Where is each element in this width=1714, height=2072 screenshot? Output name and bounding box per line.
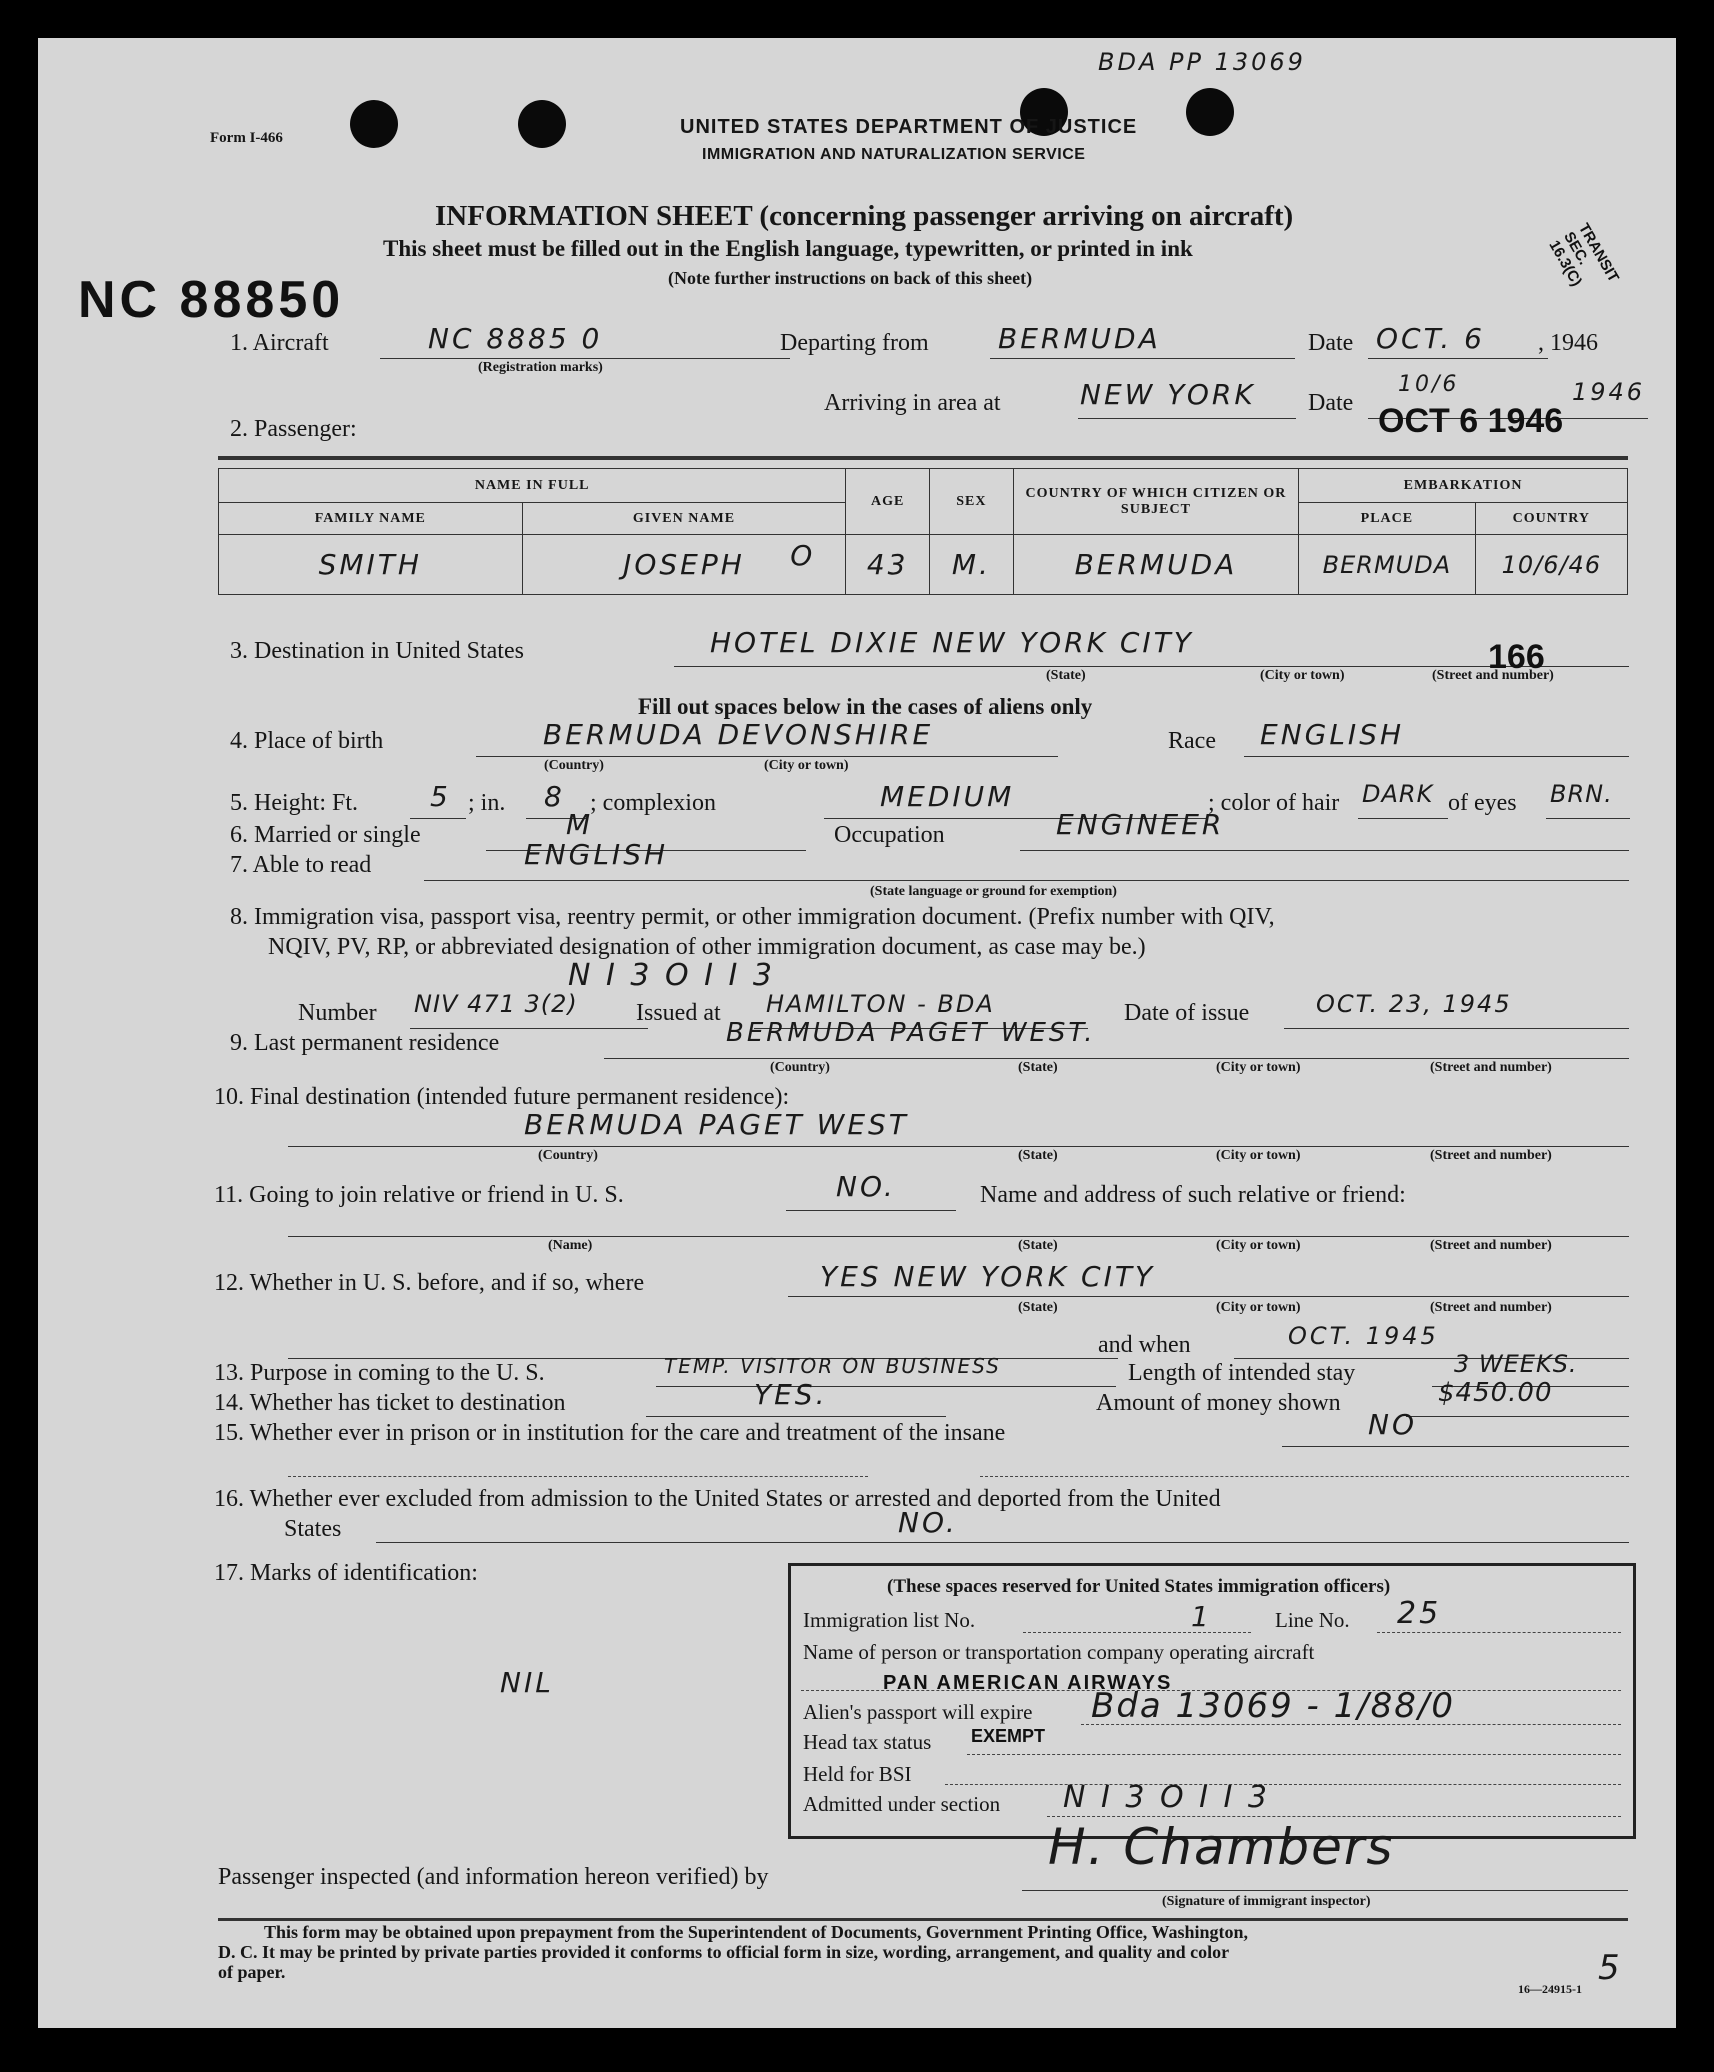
citizenship-cell: BERMUDA: [1013, 535, 1298, 595]
read-caption: (State language or ground for exemption): [870, 884, 1117, 899]
passenger-label: 2. Passenger:: [230, 416, 357, 442]
hair-color-label: ; color of hair: [1208, 790, 1340, 816]
family-name-header: FAMILY NAME: [219, 503, 523, 535]
complexion-label: ; complexion: [590, 790, 716, 816]
final-destination-value: BERMUDA PAGET WEST: [524, 1108, 909, 1141]
inspected-label: Passenger inspected (and information hereon verified) by: [218, 1864, 769, 1890]
destination-street-caption: (Street and number): [1432, 668, 1554, 683]
previous-visit-city-caption: (City or town): [1216, 1300, 1301, 1315]
ticket-value: YES.: [754, 1378, 828, 1411]
departure-date-value: OCT. 6: [1376, 322, 1485, 355]
footer-code: 16—24915-1: [1518, 1982, 1582, 1996]
form-number: Form I-466: [210, 130, 283, 146]
height-feet-value: 5: [430, 780, 451, 813]
age-header: AGE: [846, 469, 930, 535]
aircraft-value: NC 8885 0: [428, 322, 603, 355]
inches-label: ; in.: [468, 790, 506, 816]
previous-visit-label: 12. Whether in U. S. before, and if so, where: [214, 1270, 645, 1296]
relative-city-caption: (City or town): [1216, 1238, 1301, 1253]
relative-name-caption: (Name): [548, 1238, 593, 1253]
information-sheet-form: [38, 38, 1676, 2028]
immigration-list-value: 1: [1191, 1600, 1212, 1633]
departure-date-year: , 1946: [1538, 330, 1598, 356]
birthplace-country-caption: (Country): [544, 758, 604, 773]
official-use-box: [788, 1563, 1636, 1839]
birthplace-value: BERMUDA DEVONSHIRE: [543, 718, 934, 751]
previous-visit-street-caption: (Street and number): [1430, 1300, 1552, 1315]
issue-date-value: OCT. 23, 1945: [1316, 990, 1512, 1018]
last-residence-state-caption: (State): [1018, 1060, 1058, 1075]
previous-visit-state-caption: (State): [1018, 1300, 1058, 1315]
name-in-full-header: NAME IN FULL: [219, 469, 846, 503]
sex-cell: M.: [930, 535, 1014, 595]
sheet-note: (Note further instructions on back of this sheet): [668, 268, 1033, 288]
relative-state-caption: (State): [1018, 1238, 1058, 1253]
ticket-label: 14. Whether has ticket to destination: [214, 1390, 566, 1416]
birthplace-label: 4. Place of birth: [230, 728, 384, 754]
marks-label: 17. Marks of identification:: [214, 1560, 478, 1586]
eye-color-value: BRN.: [1550, 780, 1613, 808]
last-residence-street-caption: (Street and number): [1430, 1060, 1552, 1075]
punch-hole-1: [350, 100, 398, 148]
stay-length-label: Length of intended stay: [1128, 1360, 1356, 1386]
destination-city-caption: (City or town): [1260, 668, 1345, 683]
height-inches-value: 8: [544, 780, 565, 813]
arrival-date-value: 10/6: [1398, 372, 1460, 397]
held-for-bsi-label: Held for BSI: [803, 1762, 912, 1786]
country-header: COUNTRY: [1475, 503, 1627, 535]
document-instruction-line2: NQIV, PV, RP, or abbreviated designation of other immigration document, as case may be.): [268, 934, 1146, 960]
last-residence-label: 9. Last permanent residence: [230, 1030, 500, 1056]
service-heading: IMMIGRATION AND NATURALIZATION SERVICE: [702, 146, 1086, 163]
operator-value: PAN AMERICAN AIRWAYS: [883, 1672, 1173, 1694]
given-name-value: JOSEPH: [623, 548, 745, 581]
embarkation-country-cell: 10/6/46: [1475, 535, 1627, 595]
previous-visit-when-label: and when: [1098, 1332, 1191, 1358]
marital-value: M: [566, 808, 594, 841]
excluded-value: NO.: [898, 1506, 958, 1539]
final-destination-city-caption: (City or town): [1216, 1148, 1301, 1163]
birthplace-city-caption: (City or town): [764, 758, 849, 773]
transit-stamp: TRANSIT SEC. 16.3(C): [1545, 220, 1623, 290]
prison-label: 15. Whether ever in prison or in institution for the care and treatment of the insane: [214, 1420, 1006, 1446]
previous-visit-when-value: OCT. 1945: [1288, 1322, 1439, 1350]
final-destination-state-caption: (State): [1018, 1148, 1058, 1163]
purpose-value: TEMP. VISITOR ON BUSINESS: [664, 1354, 1001, 1378]
line-no-label: Line No.: [1275, 1608, 1350, 1632]
given-name-cell: [522, 535, 846, 595]
corner-mark: 5: [1598, 1948, 1623, 1988]
place-header: PLACE: [1299, 503, 1476, 535]
issue-date-label: Date of issue: [1124, 1000, 1250, 1026]
departing-label: Departing from: [780, 330, 929, 356]
last-residence-country-caption: (Country): [770, 1060, 830, 1075]
destination-value: HOTEL DIXIE NEW YORK CITY: [710, 626, 1194, 659]
sheet-subtitle: This sheet must be filled out in the English language, typewritten, or printed in ink: [383, 236, 1193, 261]
last-residence-value: BERMUDA PAGET WEST.: [726, 1018, 1096, 1048]
document-instruction-line1: 8. Immigration visa, passport visa, reentry permit, or other immigration document. (Prefix number with QIV,: [230, 904, 1275, 930]
last-residence-city-caption: (City or town): [1216, 1060, 1301, 1075]
final-destination-country-caption: (Country): [538, 1148, 598, 1163]
final-destination-street-caption: (Street and number): [1430, 1148, 1552, 1163]
line-no-value: 25: [1397, 1596, 1442, 1631]
read-label: 7. Able to read: [230, 852, 372, 878]
head-tax-label: Head tax status: [803, 1730, 932, 1754]
join-relative-value: NO.: [836, 1170, 896, 1203]
embarkation-place-cell: BERMUDA: [1299, 535, 1476, 595]
excluded-line1: 16. Whether ever excluded from admission to the United States or arrested and deported from the United: [214, 1486, 1221, 1512]
passport-expire-value: Bda 13069 - 1/88/0: [1091, 1686, 1456, 1726]
department-heading: UNITED STATES DEPARTMENT OF JUSTICE: [680, 116, 1138, 138]
embarkation-header: EMBARKATION: [1299, 469, 1628, 503]
citizenship-header: COUNTRY OF WHICH CITIZEN OR SUBJECT: [1013, 469, 1298, 535]
race-label: Race: [1168, 728, 1216, 754]
stay-length-value: 3 WEEKS.: [1454, 1350, 1578, 1378]
eye-color-label: of eyes: [1448, 790, 1517, 816]
race-value: ENGLISH: [1260, 718, 1405, 751]
signature-caption: (Signature of immigrant inspector): [1162, 1894, 1371, 1909]
arrival-date-year: 1946: [1572, 378, 1646, 406]
aircraft-stamp: NC 88850: [78, 271, 345, 329]
marital-label: 6. Married or single: [230, 822, 421, 848]
official-use-heading: (These spaces reserved for United States immigration officers): [887, 1576, 1391, 1597]
punch-hole-2: [518, 100, 566, 148]
occupation-value: ENGINEER: [1056, 808, 1225, 841]
arrival-date-stamp: OCT 6 1946: [1378, 402, 1564, 440]
aircraft-label: 1. Aircraft: [230, 330, 329, 356]
previous-visit-value: YES NEW YORK CITY: [820, 1260, 1156, 1293]
sex-header: SEX: [930, 469, 1014, 535]
departing-value: BERMUDA: [998, 322, 1161, 355]
age-cell: 43: [846, 535, 930, 595]
destination-state-caption: (State): [1046, 668, 1086, 683]
footer-line2: D. C. It may be printed by private parties provided it conforms to official form in size, wording, arrangement, and quality and color: [218, 1942, 1230, 1962]
money-value: $450.00: [1438, 1378, 1553, 1408]
given-name-mark: O: [790, 539, 816, 572]
aliens-note: Fill out spaces below in the cases of aliens only: [638, 694, 1093, 719]
departure-date-label: Date: [1308, 330, 1354, 356]
admitted-section-label: Admitted under section: [803, 1792, 1001, 1816]
document-number-value: NIV 471 3(2): [414, 990, 578, 1018]
document-annotation: N I 3 O I I 3: [568, 958, 775, 993]
footer-line1: This form may be obtained upon prepayment from the Superintendent of Documents, Government Printing Office, Washington,: [264, 1922, 1249, 1942]
family-name-cell: SMITH: [219, 535, 523, 595]
height-label: 5. Height: Ft.: [230, 790, 359, 816]
final-destination-label: 10. Final destination (intended future permanent residence):: [214, 1084, 790, 1110]
complexion-value: MEDIUM: [880, 780, 1015, 813]
read-value: ENGLISH: [524, 838, 669, 871]
marks-value: NIL: [500, 1666, 554, 1699]
prison-value: NO: [1368, 1408, 1417, 1441]
passenger-table: [218, 468, 1628, 595]
admitted-section-value: N I 3 O I I 3: [1063, 1780, 1270, 1815]
arriving-value: NEW YORK: [1080, 378, 1256, 411]
occupation-label: Occupation: [834, 822, 945, 848]
head-tax-value: EXEMPT: [971, 1726, 1046, 1746]
money-label: Amount of money shown: [1096, 1390, 1341, 1416]
immigration-list-label: Immigration list No.: [803, 1608, 976, 1632]
inspector-signature: H. Chambers: [1048, 1818, 1395, 1876]
given-name-header: GIVEN NAME: [522, 503, 846, 535]
punch-hole-4: [1186, 88, 1234, 136]
purpose-label: 13. Purpose in coming to the U. S.: [214, 1360, 545, 1386]
issued-at-label: Issued at: [636, 1000, 721, 1026]
aircraft-caption: (Registration marks): [478, 360, 603, 375]
footer-line3: of paper.: [218, 1962, 286, 1982]
hair-color-value: DARK: [1362, 780, 1434, 808]
excluded-line2: States: [284, 1516, 342, 1542]
destination-label: 3. Destination in United States: [230, 638, 524, 664]
operator-label: Name of person or transportation company operating aircraft: [803, 1640, 1315, 1664]
issued-at-value: HAMILTON - BDA: [766, 990, 995, 1018]
passport-expire-label: Alien's passport will expire: [803, 1700, 1033, 1724]
relative-name-label: Name and address of such relative or friend:: [980, 1182, 1406, 1208]
arrival-date-label: Date: [1308, 390, 1354, 416]
sheet-title: INFORMATION SHEET (concerning passenger arriving on aircraft): [435, 200, 1294, 232]
destination-number: 166: [1488, 638, 1545, 676]
top-annotation: BDA PP 13069: [1098, 48, 1306, 76]
arriving-label: Arriving in area at: [824, 390, 1001, 416]
relative-street-caption: (Street and number): [1430, 1238, 1552, 1253]
join-relative-label: 11. Going to join relative or friend in U. S.: [214, 1182, 624, 1208]
document-number-label: Number: [298, 1000, 377, 1026]
